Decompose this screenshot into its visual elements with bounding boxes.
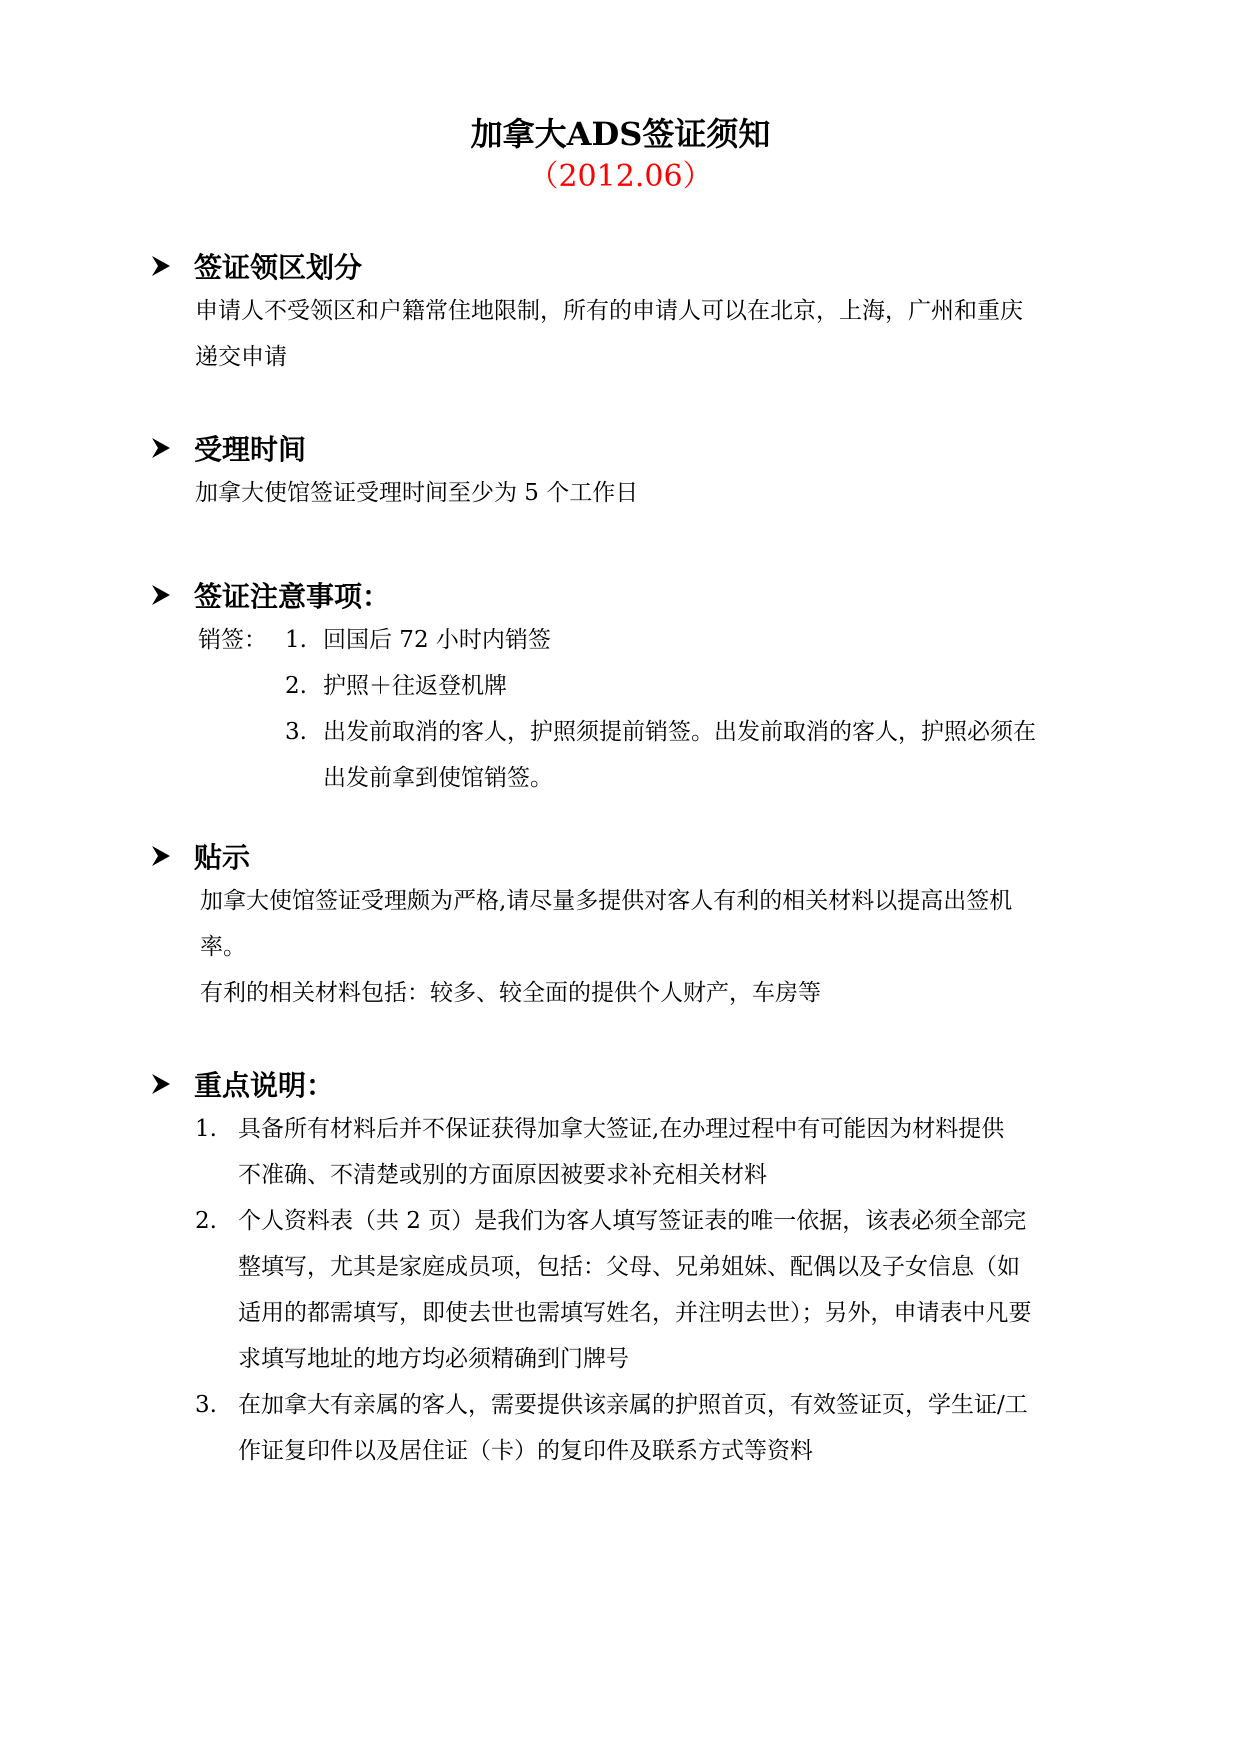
list-number: 3. bbox=[285, 719, 307, 745]
text-line: 加拿大使馆签证受理时间至少为 5 个工作日 bbox=[195, 480, 639, 506]
arrow-right-icon bbox=[152, 1074, 170, 1094]
text-line: 护照＋往返登机牌 bbox=[323, 673, 507, 699]
heading-processing bbox=[152, 428, 306, 468]
text-line: 在加拿大有亲属的客人，需要提供该亲属的护照首页，有效签证页，学生证/工 bbox=[238, 1392, 1028, 1418]
key-list bbox=[195, 1106, 1115, 1474]
arrow-right-icon bbox=[152, 846, 170, 866]
document-date: （2012.06） bbox=[528, 159, 713, 194]
heading-processing-text: 受理时间 bbox=[194, 433, 307, 466]
arrow-right-icon bbox=[152, 256, 170, 276]
list-item bbox=[285, 663, 1105, 709]
text-line: 个人资料表（共 2 页）是我们为客人填写签证表的唯一依据，该表必须全部完 bbox=[238, 1208, 1027, 1234]
text-line: 求填写地址的地方均必须精确到门牌号 bbox=[238, 1346, 629, 1372]
heading-key-text: 重点说明： bbox=[194, 1069, 335, 1102]
consular-text bbox=[195, 288, 1023, 380]
list-item bbox=[195, 1382, 1115, 1474]
text-line: 整填写，尤其是家庭成员项，包括：父母、兄弟姐妹、配偶以及子女信息（如 bbox=[238, 1254, 1020, 1280]
text-line: 适用的都需填写，即使去世也需填写姓名，并注明去世）；另外，申请表中凡要 bbox=[238, 1300, 1032, 1326]
heading-key bbox=[152, 1064, 334, 1104]
arrow-right-icon bbox=[152, 585, 170, 605]
heading-notes bbox=[152, 575, 390, 615]
list-item bbox=[285, 709, 1105, 801]
list-item bbox=[195, 1198, 1115, 1382]
text-line: 出发前拿到使馆销签。 bbox=[323, 765, 553, 791]
text-line: 率。 bbox=[200, 934, 246, 960]
notes-list bbox=[285, 617, 1105, 801]
list-item bbox=[195, 1106, 1115, 1198]
text-line: 申请人不受领区和户籍常住地限制，所有的申请人可以在北京，上海，广州和重庆 bbox=[195, 298, 1023, 324]
heading-consular bbox=[152, 246, 362, 286]
list-number: 3. bbox=[195, 1392, 217, 1418]
text-line: 递交申请 bbox=[195, 344, 287, 370]
arrow-right-icon bbox=[152, 438, 170, 458]
processing-text bbox=[195, 470, 638, 516]
heading-tips-text: 贴示 bbox=[194, 841, 251, 874]
list-item bbox=[285, 617, 1105, 663]
list-number: 1. bbox=[285, 627, 307, 653]
text-line: 有利的相关材料包括：较多、较全面的提供个人财产，车房等 bbox=[200, 980, 821, 1006]
heading-tips bbox=[152, 836, 250, 876]
list-number: 2. bbox=[285, 673, 307, 699]
list-number: 1. bbox=[195, 1116, 217, 1142]
text-line: 作证复印件以及居住证（卡）的复印件及联系方式等资料 bbox=[238, 1438, 813, 1464]
text-line: 不准确、不清楚或别的方面原因被要求补充相关材料 bbox=[238, 1162, 767, 1188]
list-number: 2. bbox=[195, 1208, 217, 1234]
heading-consular-text: 签证领区划分 bbox=[194, 251, 363, 284]
text-line: 回国后 72 小时内销签 bbox=[323, 627, 551, 653]
text-line: 出发前取消的客人，护照须提前销签。出发前取消的客人，护照必须在 bbox=[323, 719, 1036, 745]
text-line: 具备所有材料后并不保证获得加拿大签证,在办理过程中有可能因为材料提供 bbox=[238, 1116, 1005, 1142]
text-line: 加拿大使馆签证受理颇为严格,请尽量多提供对客人有利的相关材料以提高出签机 bbox=[200, 888, 1013, 914]
heading-notes-text: 签证注意事项： bbox=[194, 580, 391, 613]
document-title: 加拿大ADS签证须知 bbox=[470, 115, 771, 153]
tips-text bbox=[200, 878, 1012, 1016]
notes-label: 销签： bbox=[198, 627, 267, 653]
